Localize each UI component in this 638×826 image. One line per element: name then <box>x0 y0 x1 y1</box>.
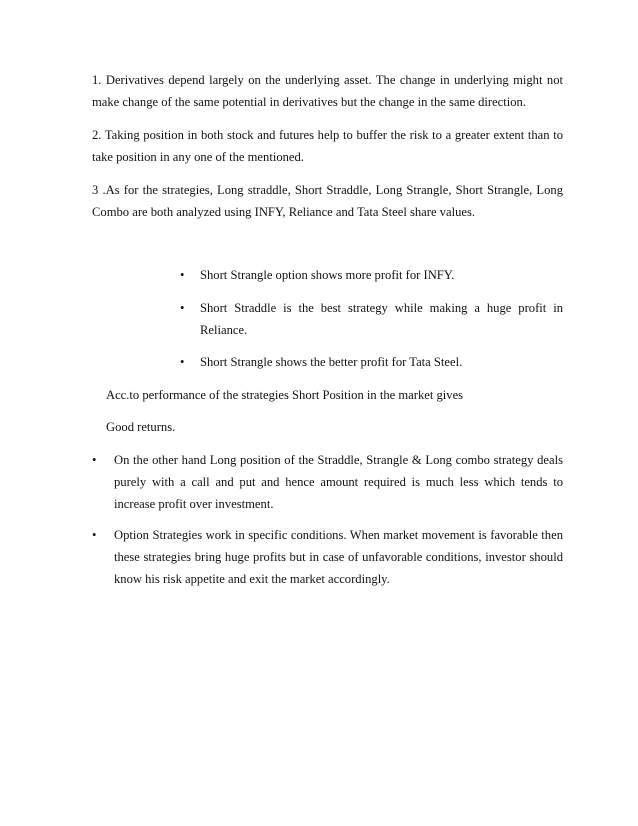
point-1 <box>92 69 563 113</box>
bullet-1-line-1: On the other hand Long position of the Straddle, Strangle & Long combo strategy deals <box>114 453 563 467</box>
bullet-1-line-2: purely with a call and put and hence amount required is much less which tends to <box>114 475 563 489</box>
point-2 <box>92 124 563 168</box>
performance-line-1: Acc.to performance of the strategies Short Position in the market gives <box>106 388 464 402</box>
bullet-icon: • <box>92 528 97 542</box>
point-3-line-2: Combo are both analyzed using INFY, Reliance and Tata Steel share values. <box>92 205 476 219</box>
sub-bullet-1-text: Short Strangle option shows more profit for INFY. <box>200 268 455 282</box>
sub-bullet-2-line-1: Short Straddle is the best strategy while making a huge profit in <box>200 301 563 315</box>
point-2-line-2: take position in any one of the mentioned. <box>92 150 304 164</box>
performance-line-2: Good returns. <box>106 420 176 434</box>
point-1-line-1: 1. Derivatives depend largely on the underlying asset. The change in underlying might not <box>92 73 563 87</box>
bullet-2-line-1: Option Strategies work in specific conditions. When market movement is favorable then <box>114 528 563 542</box>
bullet-icon: • <box>180 268 185 282</box>
bullet-2-line-3: know his risk appetite and exit the market accordingly. <box>114 572 390 586</box>
bullet-icon: • <box>180 301 185 315</box>
point-3-line-1: 3 .As for the strategies, Long straddle, Short Straddle, Long Strangle, Short Strangle, Long <box>92 183 563 197</box>
point-2-line-1: 2. Taking position in both stock and futures help to buffer the risk to a greater extent than to <box>92 128 563 142</box>
bullet-icon: • <box>92 453 97 467</box>
bullet-1-line-3: increase profit over investment. <box>114 497 274 511</box>
sub-bullet-3-text: Short Strangle shows the better profit for Tata Steel. <box>200 355 463 369</box>
bullet-2-line-2: these strategies bring huge profits but in case of unfavorable conditions, investor should <box>114 550 563 564</box>
sub-bullet-2-line-2: Reliance. <box>200 323 248 337</box>
bullet-icon: • <box>180 355 185 369</box>
point-1-line-2: make change of the same potential in derivatives but the change in the same direction. <box>92 95 526 109</box>
point-3 <box>92 179 563 223</box>
